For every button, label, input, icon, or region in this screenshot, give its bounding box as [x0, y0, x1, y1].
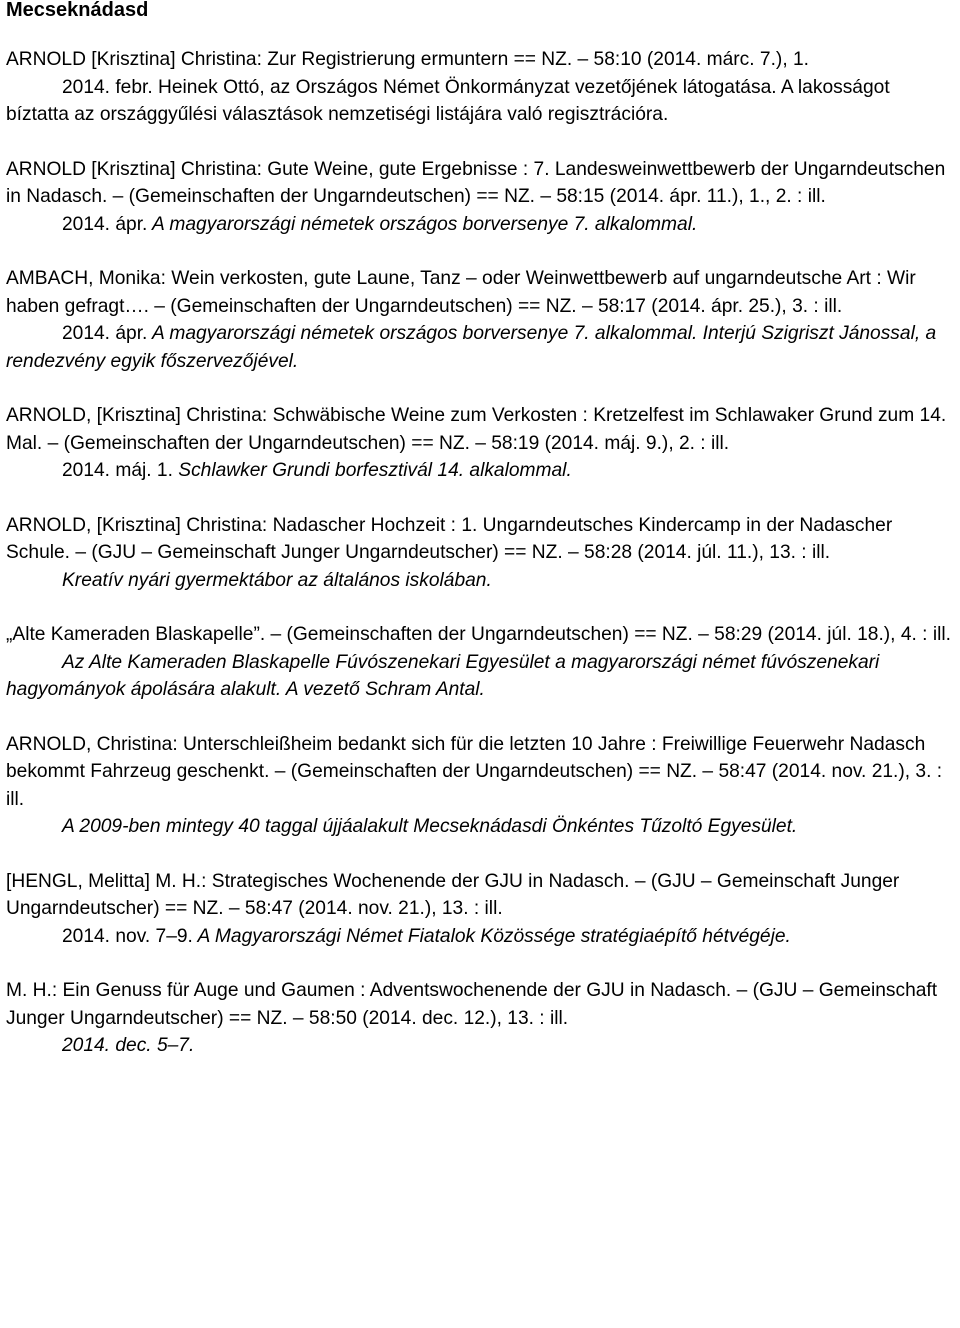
- document-page: [6, 0, 956, 1060]
- bibliography-entry: [6, 512, 956, 595]
- entry-note-date: 2014. ápr.: [62, 213, 148, 235]
- entry-note-text: 2014. dec. 5–7.: [62, 1035, 195, 1056]
- entry-note-text: A magyarországi németek országos borversenye 7. alkalommal. Interjú Szigriszt Jánossal, a rendezvény egyik főszervezőjével.: [6, 323, 937, 372]
- entry-reference: AMBACH, Monika: Wein verkosten, gute Laune, Tanz – oder Weinwettbewerb auf ungarndeutsche Art : Wir haben gefragt…. – (Gemeinschaften der Ungarndeutschen) == NZ. – 58:17 (2014. ápr. 25.), 3. : ill.: [6, 268, 916, 317]
- entry-reference: ARNOLD, Christina: Unterschleißheim bedankt sich für die letzten 10 Jahre : Freiwillige Feuerwehr Nadasch bekommt Fahrzeug geschenkt. – (Gemeinschaften der Ungarndeutschen) == NZ. – 58:47 (2014. nov. 21.), 3. : ill.: [6, 733, 943, 810]
- entry-note: [6, 457, 956, 485]
- entry-note-text: Schlawker Grundi borfesztivál 14. alkalommal.: [172, 460, 572, 481]
- bibliography-entry: [6, 868, 956, 951]
- entry-note-text: 2014. febr. Heinek Ottó, az Országos Német Önkormányzat vezetőjének látogatása. A lakosságot bíztatta az országgyűlési választások nemzetiségi listájára való regisztrációra.: [6, 76, 890, 125]
- page-title: Mecseknádasd: [6, 0, 149, 21]
- entry-note: [6, 923, 956, 951]
- entry-note-text: Kreatív nyári gyermektábor az általános iskolában.: [62, 569, 492, 591]
- entry-note: [6, 567, 956, 595]
- entry-reference: [HENGL, Melitta] M. H.: Strategisches Wochenende der GJU in Nadasch. – (GJU – Gemeinschaft Junger Ungarndeutscher) == NZ. – 58:47 (2014. nov. 21.), 13. : ill.: [6, 870, 900, 919]
- entry-note-text: A magyarországi németek országos borversenye 7. alkalommal.: [147, 213, 698, 235]
- bibliography-entry: [6, 402, 956, 485]
- entry-note-date: 2014. máj. 1.: [62, 460, 173, 481]
- entry-note: [6, 320, 956, 375]
- entry-note-date: 2014. nov. 7–9.: [62, 925, 193, 947]
- entry-note-text: A Magyarországi Német Fiatalok Közössége stratégiaépítő hétvégéje.: [192, 925, 791, 947]
- entry-reference: „Alte Kameraden Blaskapelle”. – (Gemeinschaften der Ungarndeutschen) == NZ. – 58:29 (2014. júl. 18.), 4. : ill.: [6, 624, 951, 645]
- entry-note: [6, 211, 956, 239]
- entry-note: [6, 813, 956, 841]
- entry-note-text: A 2009-ben mintegy 40 taggal újjáalakult Mecseknádasdi Önkéntes Tűzoltó Egyesület.: [62, 816, 798, 837]
- entry-note-date: 2014. ápr.: [62, 323, 148, 344]
- bibliography-entry: [6, 156, 956, 239]
- entry-note: [6, 649, 956, 704]
- entry-reference: M. H.: Ein Genuss für Auge und Gaumen : Adventswochenende der GJU in Nadasch. – (GJU – Gemeinschaft Junger Ungarndeutscher) == NZ. – 58:50 (2014. dec. 12.), 13. : ill.: [6, 980, 938, 1029]
- entry-reference: ARNOLD [Krisztina] Christina: Zur Registrierung ermuntern == NZ. – 58:10 (2014. márc. 7.), 1.: [6, 49, 809, 70]
- entry-reference: ARNOLD [Krisztina] Christina: Gute Weine, gute Ergebnisse : 7. Landesweinwettbewerb der Ungarndeutschen in Nadasch. – (Gemeinschaften der Ungarndeutschen) == NZ. – 58:15 (2014. ápr. 11.), 1., 2. : ill.: [6, 158, 946, 207]
- entry-reference: ARNOLD, [Krisztina] Christina: Schwäbische Weine zum Verkosten : Kretzelfest im Schlawaker Grund zum 14. Mal. – (Gemeinschaften der Ungarndeutschen) == NZ. – 58:19 (2014. máj. 9.), 2. : ill.: [6, 405, 947, 454]
- bibliography-entry: [6, 265, 956, 375]
- entry-note: [6, 74, 956, 129]
- bibliography-entry: [6, 46, 956, 129]
- entry-note: [6, 1032, 956, 1060]
- entry-reference: ARNOLD, [Krisztina] Christina: Nadascher Hochzeit : 1. Ungarndeutsches Kindercamp in der Nadascher Schule. – (GJU – Gemeinschaft Junger Ungarndeutscher) == NZ. – 58:28 (2014. júl. 11.), 13. : ill.: [6, 514, 893, 563]
- bibliography-entry: [6, 731, 956, 841]
- bibliography-entry: [6, 621, 956, 704]
- bibliography-entry: [6, 977, 956, 1060]
- entry-note-text: Az Alte Kameraden Blaskapelle Fúvószenekari Egyesület a magyarországi német fúvószenekari hagyományok ápolására alakult. A vezető Schram Antal.: [6, 651, 880, 700]
